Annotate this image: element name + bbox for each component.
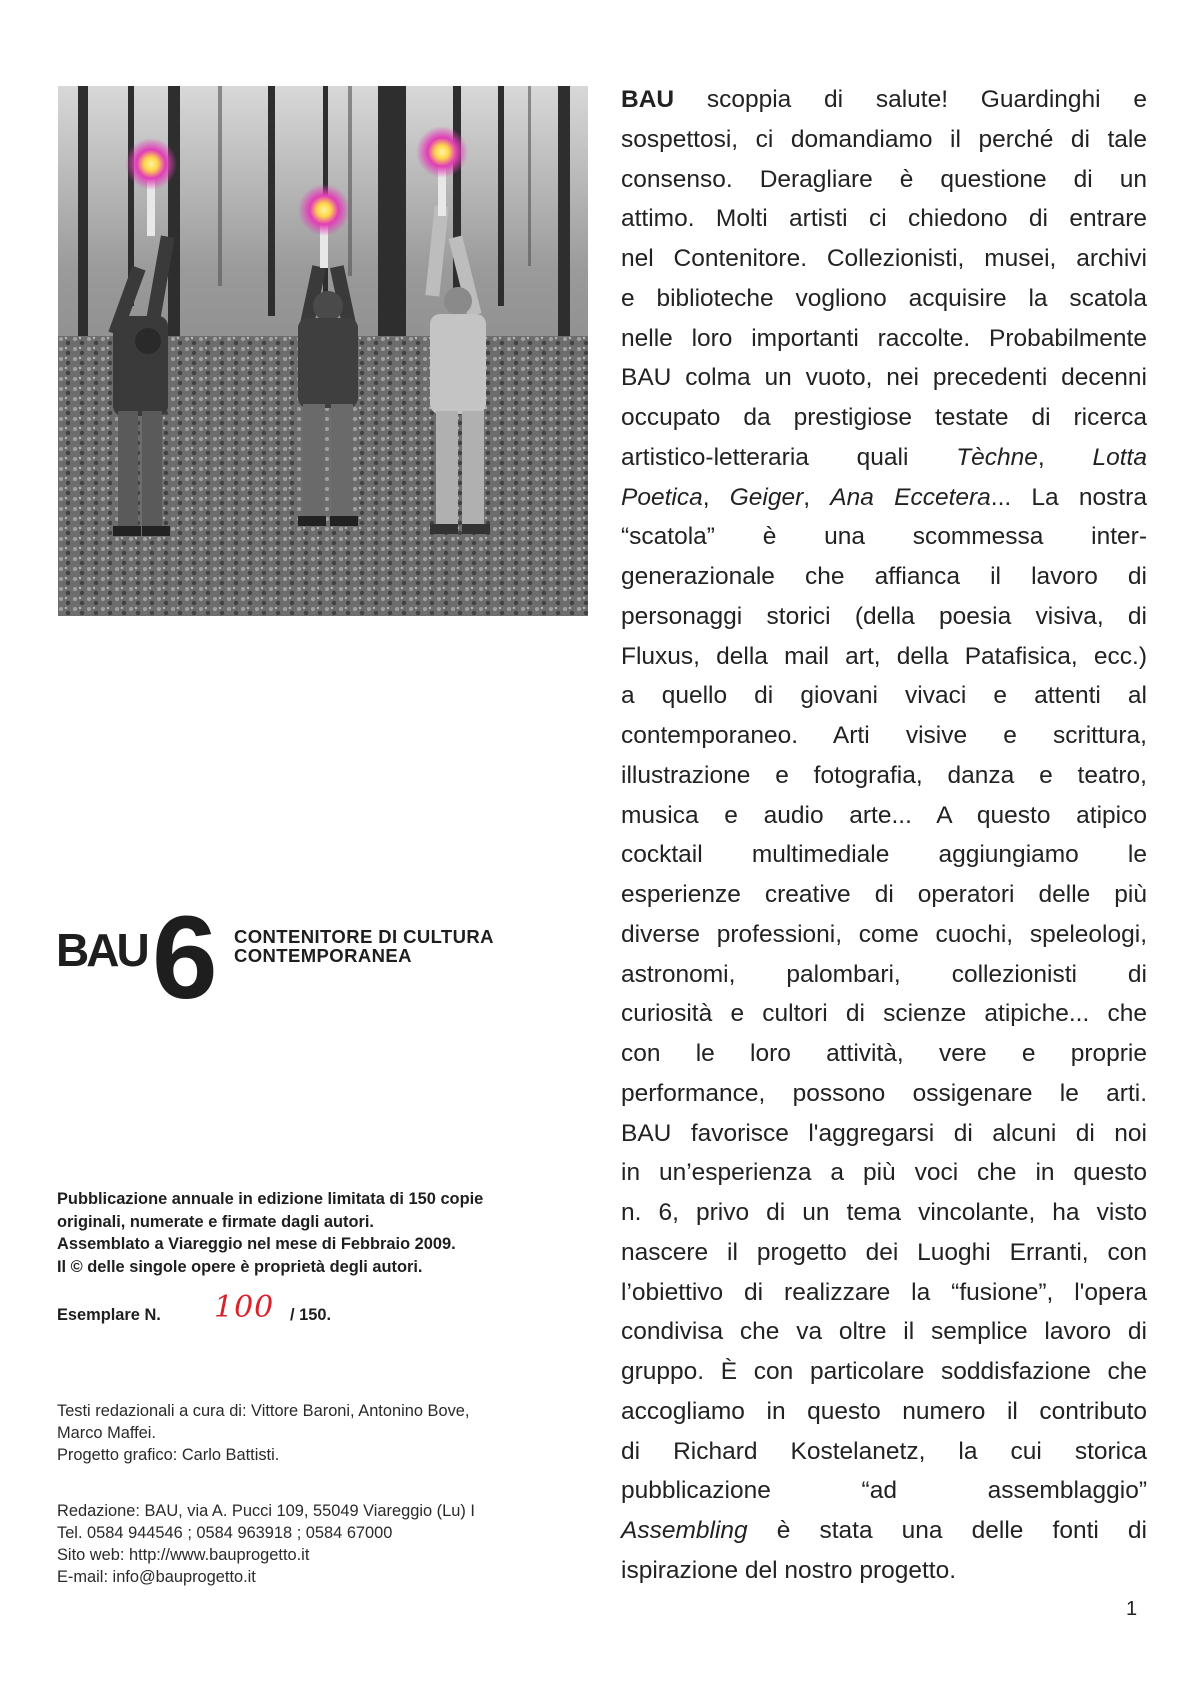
logo-word: BAU <box>56 924 147 976</box>
article-line: Assembling è stata una delle fonti di <box>621 1517 1147 1544</box>
logo-number: 6 <box>152 892 218 1024</box>
copy-total: / 150. <box>290 1306 332 1324</box>
article-line: BAU favorisce l'aggregarsi di alcuni di noi <box>621 1119 1147 1147</box>
article-line: a quello di giovani vivaci e attenti al <box>621 682 1147 710</box>
article-line: sospettosi, ci domandiamo il perché di tale <box>621 125 1147 153</box>
article-line: personaggi storici (della poesia visiva, di <box>621 602 1147 630</box>
publication-line: originali, numerate e firmate dagli autori. <box>57 1212 374 1231</box>
article-line: attimo. Molti artisti ci chiedono di entrare <box>621 205 1147 233</box>
article-line: generazionale che affianca il lavoro di <box>621 563 1147 590</box>
contact-info <box>57 1500 597 1588</box>
article-line: Poetica, Geiger, Ana Eccetera... La nostra <box>621 483 1147 511</box>
article-line: condivisa che va oltre il semplice lavoro di <box>621 1318 1147 1346</box>
article-line: in un’esperienza a più voci che in questo <box>621 1159 1147 1187</box>
candle-flame-right <box>416 126 468 178</box>
article-line: l’obiettivo di realizzare la “fusione”, l'opera <box>621 1278 1147 1306</box>
editorial-article <box>621 80 1147 1591</box>
article-line: astronomi, palombari, collezionisti di <box>621 960 1147 988</box>
address-line: Redazione: BAU, via A. Pucci 109, 55049 Viareggio (Lu) I <box>57 1502 475 1520</box>
bau-logo <box>56 892 596 1024</box>
article-line: e biblioteche vogliono acquisire la scatola <box>621 284 1147 312</box>
article-line: cocktail multimediale aggiungiamo le <box>621 841 1147 869</box>
article-line: artistico-letteraria quali Tèchne, Lotta <box>621 443 1147 471</box>
article-line: musica e audio arte... A questo atipico <box>621 801 1147 829</box>
copy-number-line <box>57 1290 597 1338</box>
article-line: nel Contenitore. Collezionisti, musei, archivi <box>621 245 1147 272</box>
cover-photo <box>58 86 588 616</box>
forest-candles-image <box>58 86 588 616</box>
logo-tagline-line1: CONTENITORE DI CULTURA <box>234 926 494 947</box>
article-line: con le loro attività, vere e proprie <box>621 1040 1147 1067</box>
article-line: consenso. Deragliare è questione di un <box>621 165 1147 193</box>
logo-tagline-line2: CONTEMPORANEA <box>234 945 412 966</box>
article-line: diverse professioni, come cuochi, speleologi, <box>621 920 1147 948</box>
article-line: n. 6, privo di un tema vincolante, ha visto <box>621 1199 1147 1226</box>
email-link[interactable]: E-mail: info@bauprogetto.it <box>57 1568 256 1586</box>
article-line: esperienze creative di operatori delle più <box>621 881 1147 908</box>
copy-number-handwritten: 100 <box>214 1290 275 1325</box>
article-line: illustrazione e fotografia, danza e teatro, <box>621 761 1147 789</box>
publication-info <box>57 1188 597 1278</box>
phone-line: Tel. 0584 944546 ; 0584 963918 ; 0584 67000 <box>57 1524 393 1542</box>
website-link[interactable]: Sito web: http://www.bauprogetto.it <box>57 1546 310 1564</box>
article-line: BAU colma un vuoto, nei precedenti decenni <box>621 364 1147 392</box>
article-line: di Richard Kostelanetz, la cui storica <box>621 1437 1147 1465</box>
candle-flame-left <box>125 138 177 190</box>
logo-tagline <box>234 927 494 965</box>
credits-line: Progetto grafico: Carlo Battisti. <box>57 1446 280 1464</box>
copy-label: Esemplare N. <box>57 1306 161 1324</box>
article-line: Fluxus, della mail art, della Patafisica, ecc.) <box>621 642 1147 670</box>
article-line: ispirazione del nostro progetto. <box>621 1556 957 1584</box>
article-line: gruppo. È con particolare soddisfazione che <box>621 1358 1147 1385</box>
article-line: contemporaneo. Arti visive e scrittura, <box>621 722 1147 749</box>
credits-line: Marco Maffei. <box>57 1424 156 1442</box>
article-line: accogliamo in questo numero il contributo <box>621 1397 1147 1425</box>
publication-line: Il © delle singole opere è proprietà degli autori. <box>57 1257 423 1276</box>
article-line: occupato da prestigiose testate di ricerca <box>621 404 1147 431</box>
candle-flame-middle <box>298 184 350 236</box>
article-line: performance, possono ossigenare le arti. <box>621 1079 1147 1107</box>
publication-line: Pubblicazione annuale in edizione limitata di 150 copie <box>57 1190 484 1208</box>
credits-line: Testi redazionali a cura di: Vittore Baroni, Antonino Bove, <box>57 1402 470 1420</box>
article-line: nelle loro importanti raccolte. Probabilmente <box>621 324 1147 352</box>
article-line: curiosità e cultori di scienze atipiche... che <box>621 1000 1147 1028</box>
article-line: “scatola” è una scommessa inter- <box>621 523 1147 551</box>
editorial-credits <box>57 1400 597 1466</box>
article-line: nascere il progetto dei Luoghi Erranti, con <box>621 1238 1147 1266</box>
article-line: BAU scoppia di salute! Guardinghi e <box>621 86 1147 113</box>
page-number: 1 <box>1126 1598 1138 1620</box>
article-line: pubblicazione “ad assemblaggio” <box>621 1477 1147 1505</box>
publication-line: Assemblato a Viareggio nel mese di Febbraio 2009. <box>57 1235 456 1253</box>
